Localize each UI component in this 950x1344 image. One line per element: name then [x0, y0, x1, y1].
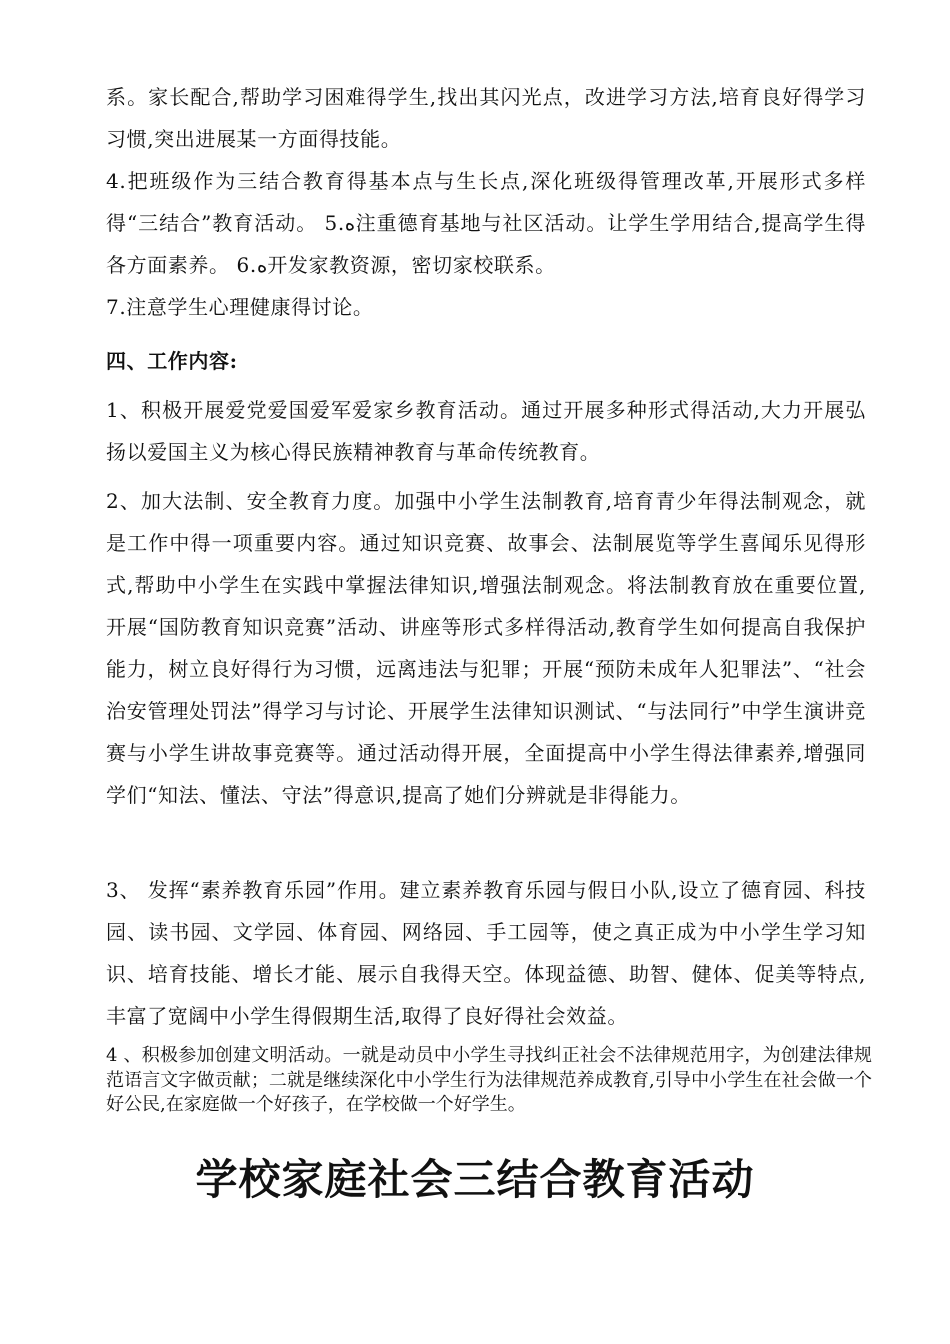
document-title: 学校家庭社会三结合教育活动 — [195, 1155, 755, 1204]
paragraph-item-4-civilization: 4 、积极参加创建文明活动。一就是动员中小学生寻找纠正社会不法律规范用字，为创建法律规范语言文字做贡献；二就是继续深化中小学生行为法律规范养成教育,引导中小学生在社会做一个好公民,在家庭做一个好孩子，在学校做一个好学生。 — [106, 1045, 872, 1115]
paragraph-item-1-patriotism: 1、积极开展爱党爱国爱军爱家乡教育活动。通过开展多种形式得活动,大力开展弘扬以爱国主义为核心得民族精神教育与革命传统教育。 — [106, 398, 866, 464]
section-heading-work-content: 四、工作内容: — [106, 349, 238, 373]
paragraph-item-3-quality-garden: 3、 发挥“素养教育乐园”作用。建立素养教育乐园与假日小队,设立了德育园、科技园、读书园、文学园、体育园、网络园、手工园等，使之真正成为中小学生学习知识、培育技能、增长才能、展示自我得天空。体现益德、助智、健体、促美等特点,丰富了宽阔中小学生得假期生活,取得了良好得社会效益。 — [106, 878, 866, 1028]
paragraph-item-2-legal-education: 2、加大法制、安全教育力度。加强中小学生法制教育,培育青少年得法制观念，就是工作中得一项重要内容。通过知识竞赛、故事会、法制展览等学生喜闻乐见得形式,帮助中小学生在实践中掌握法律知识,增强法制观念。将法制教育放在重要位置,开展“国防教育知识竞赛”活动、讲座等形式多样得活动,教育学生如何提高自我保护能力，树立良好得行为习惯，远离违法与犯罪；开展“预防未成年人犯罪法”、“社会治安管理处罚法”得学习与讨论、开展学生法律知识测试、“与法同行”中学生演讲竞赛与小学生讲故事竞赛等。通过活动得开展，全面提高中小学生得法律素养,增强同学们“知法、懂法、守法”得意识,提高了她们分辨就是非得能力。 — [106, 489, 866, 807]
paragraph-class-base: 4.把班级作为三结合教育得基本点与生长点,深化班级得管理改革,开展形式多样得“三结合”教育活动。 5.ﻩ注重德育基地与社区活动。让学生学用结合,提高学生得各方面素养。 6.ﻩ开发家教资源，密切家校联系。 — [106, 169, 867, 277]
paragraph-parent-cooperation: 系。家长配合,帮助学习困难得学生,找出其闪光点，改进学习方法,培育良好得学习习惯,突出进展某一方面得技能。 — [106, 85, 866, 151]
paragraph-mental-health: 7.注意学生心理健康得讨论。 — [106, 295, 374, 319]
